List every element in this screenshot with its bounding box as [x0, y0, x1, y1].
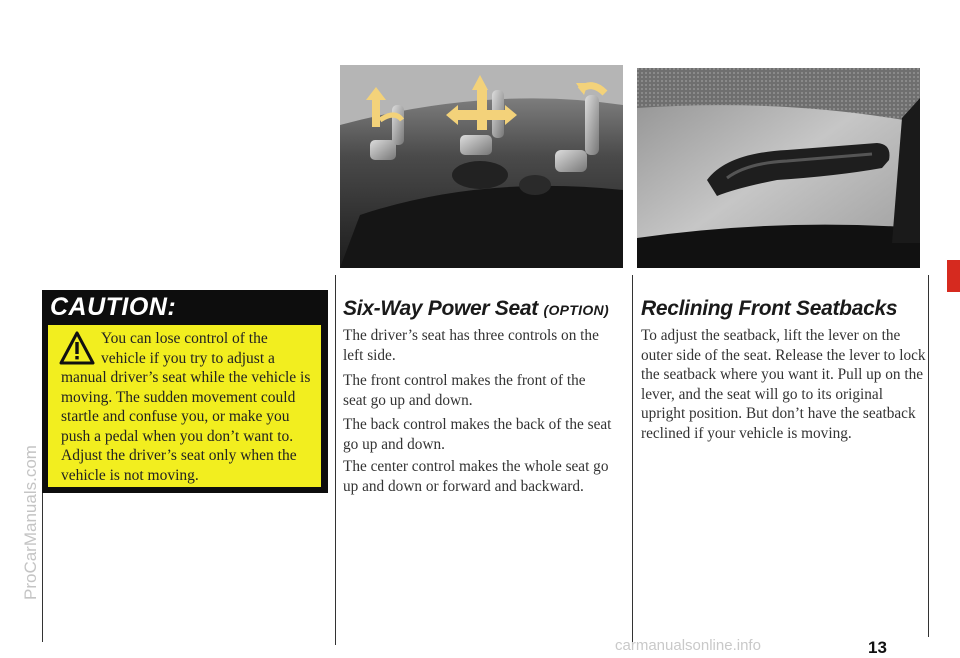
caution-text: You can lose control of the vehicle if you try to adjust a manual driver’s seat while the vehicle is moving. The sudden movement could startle and confuse you, or make you push a pedal when you don’t want to. Adjust the driver’s seat only when the vehicle is not moving. — [61, 330, 311, 484]
option-label: (OPTION) — [543, 302, 609, 318]
power-seat-paragraph-4: The center control makes the whole seat go up and down or forward and backward. — [343, 458, 609, 495]
watermark-left — [8, 200, 48, 620]
watermark-left-text: ProCarManuals.com — [21, 445, 40, 600]
caution-body — [48, 325, 321, 487]
recline-heading: Reclining Front Seatbacks — [641, 297, 898, 320]
caution-title: CAUTION: — [50, 293, 177, 321]
recline-paragraph: To adjust the seatback, lift the lever on the outer side of the seat. Release the lever to lock the seatback where you want it. Pull up on the lever, and the seat will go to its original upright position. But don’t have the seatback reclined if your vehicle is moving. — [641, 327, 926, 442]
watermark-bottom: carmanualsonline.info — [615, 637, 761, 654]
column-rule-far-right — [928, 275, 929, 637]
warning-triangle-icon — [59, 331, 95, 365]
power-seat-controls-photo — [340, 65, 623, 268]
power-seat-paragraph-3: The back control makes the back of the seat go up and down. — [343, 416, 612, 453]
section-tab-marker — [947, 260, 960, 292]
power-seat-heading-text: Six-Way Power Seat — [343, 297, 538, 320]
power-seat-paragraph-2: The front control makes the front of the seat go up and down. — [343, 372, 586, 409]
power-seat-paragraph-1: The driver’s seat has three controls on the left side. — [343, 327, 599, 364]
power-seat-heading — [343, 297, 609, 321]
column-rule-middle — [335, 275, 336, 645]
page-number: 13 — [868, 638, 887, 657]
column-rule-right — [632, 275, 633, 645]
recline-lever-photo — [637, 68, 920, 268]
